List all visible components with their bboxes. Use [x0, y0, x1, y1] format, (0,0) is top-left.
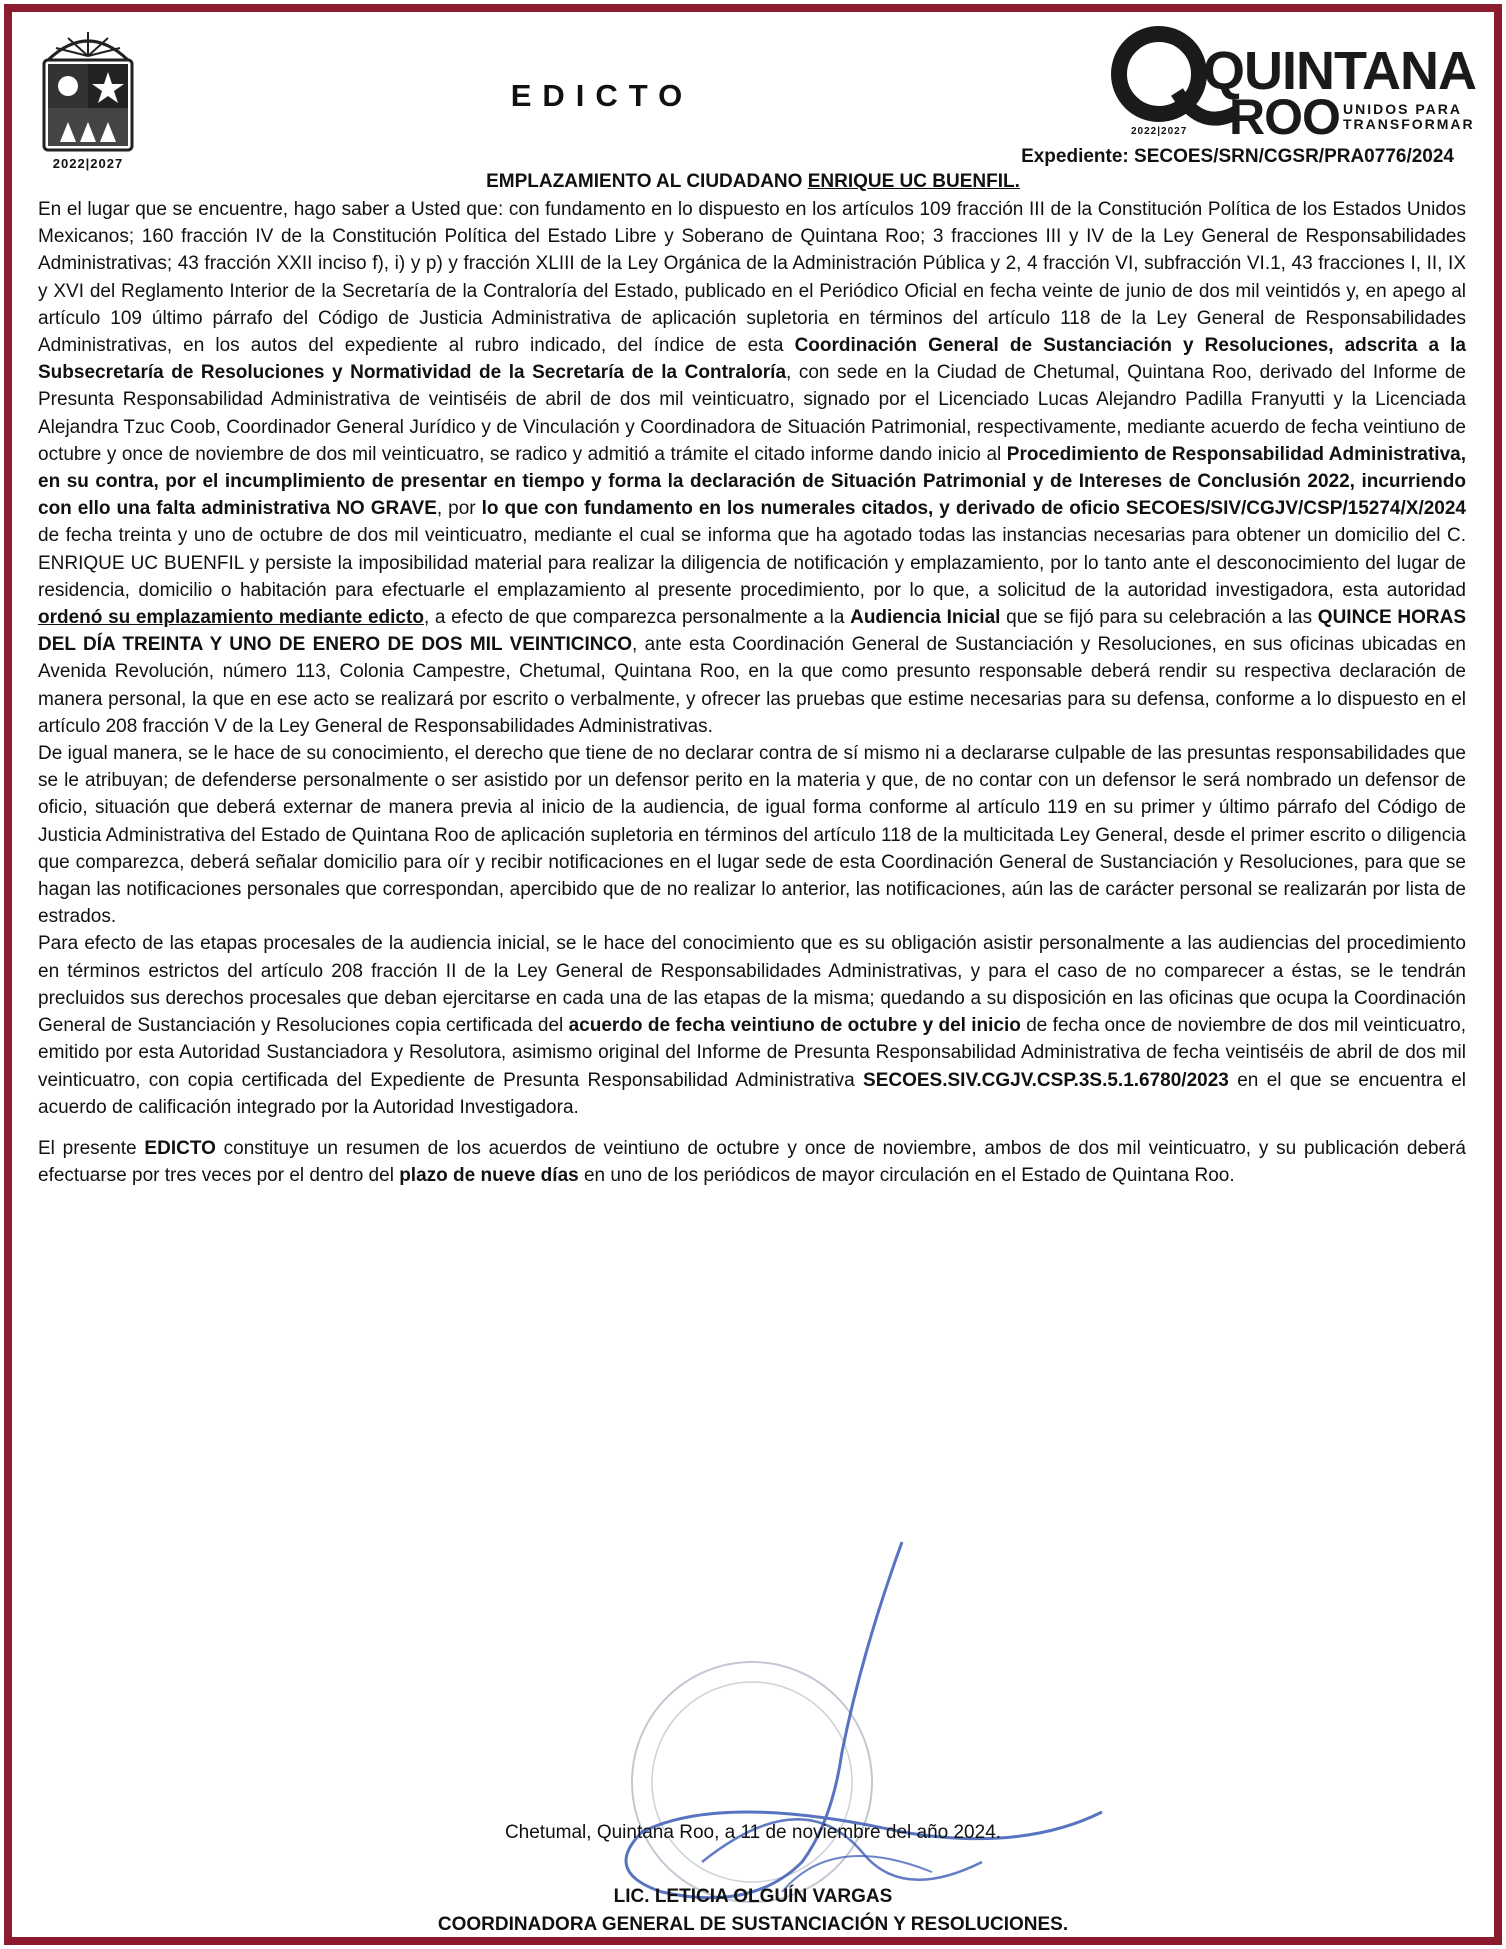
text-run: El presente [38, 1137, 145, 1159]
paragraph-2 [38, 740, 1466, 930]
paragraph-3 [38, 930, 1466, 1120]
paragraph-1 [38, 196, 1466, 740]
text-run: constituye un resumen de los acuerdos de veintiuno de octubre y once de noviembre, ambos de dos mil veinticuatro, y su publicación deberá efectuarse por tres veces por el dentro del [38, 1137, 1466, 1187]
text-run: EDICTO [144, 1137, 216, 1159]
page-frame [4, 4, 1502, 1945]
coat-of-arms-icon [30, 26, 146, 156]
text-run: en el que se encuentra el acuerdo de calificación integrado por la Autoridad Investigadora. [38, 1069, 1466, 1118]
logo-wordmark-roo: ROO [1229, 89, 1340, 145]
text-run: ordenó su emplazamiento mediante edicto [38, 607, 424, 629]
state-coat-of-arms [30, 26, 146, 176]
text-run: , por [436, 498, 482, 520]
text-run: de fecha treinta y uno de octubre de dos mil veinticuatro, mediante el cual se informa que ha agotado todas las instancias necesarias para obtener un domicilio del C. ENRIQUE UC BUENFIL y persiste la imposibilidad material para realizar la diligencia de notificación y emplazamiento, por lo tanto ante el desconocimiento del lugar de residencia, domicilio o habitación para efectuarle el emplazamiento al presente procedimiento, por lo que, a solicitud de la autoridad investigadora, esta autoridad [38, 525, 1466, 601]
text-run: Audiencia Inicial [850, 607, 1001, 629]
place-and-date: Chetumal, Quintana Roo, a 11 de noviembre del año 2024. [504, 1822, 1002, 1843]
text-run: Coordinación General de Sustanciación y Resoluciones, adscrita a la Subsecretaría de Resoluciones y Normatividad de la Secretaría de la Contraloría [38, 335, 1466, 384]
summons-prefix: EMPLAZAMIENTO AL CIUDADANO [486, 171, 808, 192]
signature-stamp-icon [602, 1532, 1122, 1932]
logo-tagline-1: UNIDOS PARA [1343, 101, 1462, 117]
text-run: acuerdo de fecha veintiuno de octubre y del inicio [568, 1015, 1021, 1037]
signer-role: COORDINADORA GENERAL DE SUSTANCIACIÓN Y RESOLUCIONES. [437, 1914, 1069, 1935]
summons-heading [12, 171, 1494, 193]
text-run: De igual manera, se le hace de su conocimiento, el derecho que tiene de no declarar contra de sí mismo ni a declararse culpable de las presuntas responsabilidades que se le atribuyan; de defenderse personalmente o ser asistido por un defensor perito en la materia y que, de no contar con un defensor le será nombrado un defensor de oficio, situación que deberá externar de manera previa al inicio de la audiencia, de igual forma conforme al artículo 119 en su primer y último párrafo del Código de Justicia Administrativa del Estado de Quintana Roo de aplicación supletoria en términos del artículo 118 de la multicitada Ley General, desde el primer escrito o diligencia que comparezca, deberá señalar domicilio para oír y recibir notificaciones en el lugar sede de esta Coordinación General de Sustanciación y Resoluciones, para que se hagan las notificaciones personales que correspondan, apercibido que de no realizar lo anterior, las notificaciones, aún las de carácter personal se realizarán por lista de estrados. [38, 743, 1466, 928]
seal-year: 2022|2027 [52, 156, 124, 171]
logo-year: 2022|2027 [1131, 126, 1188, 137]
paragraph-4 [38, 1135, 1466, 1189]
text-run: , a efecto de que comparezca personalmente a la [423, 607, 851, 629]
text-run: En el lugar que se encuentre, hago saber a Usted que: con fundamento en lo dispuesto en los artículos 109 fracción III de la Constitución Política de los Estados Unidos Mexicanos; 160 fracción IV de la Constitución Política del Estado Libre y Soberano de Quintana Roo; 3 fracciones III y IV de la Ley General de Responsabilidades Administrativas; 43 fracción XXII inciso f), i) y p) y fracción XLIII de la Ley Orgánica de la Administración Pública y 2, 4 fracción VI, subfracción VI.1, 43 fracciones I, II, IX y XVI del Reglamento Interior de la Secretaría de la Contraloría del Estado, publicado en el Periódico Oficial en fecha veinte de junio de dos mil veintidós y, en apego al artículo 109 último párrafo del Código de Justicia Administrativa de aplicación supletoria en términos del artículo 118 de la Ley General de Responsabilidades Administrativas, en los autos del expediente al rubro indicado, del índice de esta [38, 199, 1466, 357]
text-run: en uno de los periódicos de mayor circulación en el Estado de Quintana Roo. [578, 1165, 1235, 1187]
logo-wordmark-quintana: QUINTANA [1203, 41, 1476, 101]
case-number: Expediente: SECOES/SRN/CGSR/PRA0776/2024 [1021, 146, 1454, 167]
text-run: Para efecto de las etapas procesales de la audiencia inicial, se le hace del conocimiento que es su obligación asistir personalmente a las audiencias del procedimiento en términos estrictos del artículo 208 fracción II de la Ley General de Responsabilidades Administrativas, y para el caso de no comparecer a éstas, se le tendrán precluidos sus derechos procesales que deban ejercitarse en cada una de las etapas de la misma; quedando a su disposición en las oficinas que ocupa la Coordinación General de Sustanciación y Resoluciones copia certificada del [38, 933, 1466, 1037]
page-title: EDICTO [510, 78, 694, 113]
text-run: plazo de nueve días [399, 1165, 579, 1187]
document-body [38, 196, 1466, 1189]
text-run: QUINCE HORAS DEL DÍA TREINTA Y UNO DE ENERO DE DOS MIL VEINTICINCO [38, 607, 1466, 656]
signer-name: LIC. LETICIA OLGUÍN VARGAS [613, 1886, 893, 1907]
text-run: , con sede en la Ciudad de Chetumal, Quintana Roo, derivado del Informe de Presunta Responsabilidad Administrativa de veintiséis de abril de dos mil veinticuatro, signado por el Licenciado Lucas Alejandro Padilla Franyutti y la Licenciada Alejandra Tzuc Coob, Coordinador General Jurídico y de Vinculación y Coordinadora de Situación Patrimonial, respectivamente, mediante acuerdo de fecha veintiuno de octubre y once de noviembre de dos mil veinticuatro, se radico y admitió a trámite el citado informe dando inicio al [38, 362, 1466, 465]
text-run: SECOES.SIV.CGJV.CSP.3S.5.1.6780/2023 [863, 1069, 1229, 1091]
text-run: , ante esta Coordinación General de Sustanciación y Resoluciones, en sus oficinas ubicadas en Avenida Revolución, número 113, Colonia Campestre, Chetumal, Quintana Roo, en la que como presunto responsable deberá rendir su respectiva declaración de manera personal, la que en ese acto se realizará por escrito o verbalmente, y ofrecer las pruebas que estime necesarias para su defensa, conforme a lo dispuesto en el artículo 208 fracción V de la Ley General de Responsabilidades Administrativas. [38, 634, 1466, 737]
text-run: de fecha once de noviembre de dos mil veinticuatro, emitido por esta Autoridad Sustanciadora y Resolutora, asimismo original del Informe de Presunta Responsabilidad Administrativa de fecha veintiséis de abril de dos mil veinticuatro, con copia certificada del Expediente de Presunta Responsabilidad Administrativa [38, 1015, 1466, 1091]
text-run: lo que con fundamento en los numerales citados, y derivado de oficio SECOES/SIV/CGJV/CSP/15274/X/2024 [481, 498, 1466, 520]
summons-name: ENRIQUE UC BUENFIL. [807, 171, 1020, 192]
document-page [12, 12, 1494, 1937]
quintana-roo-logo [1107, 22, 1476, 145]
text-run: Procedimiento de Responsabilidad Administrativa, en su contra, por el incumplimiento de presentar en tiempo y forma la declaración de Situación Patrimonial y de Intereses de Conclusión 2022, incurriendo con ello una falta administrativa NO GRAVE [38, 443, 1466, 520]
logo-tagline-2: TRANSFORMAR [1343, 116, 1475, 132]
text-run: que se fijó para su celebración a las [1000, 607, 1318, 629]
